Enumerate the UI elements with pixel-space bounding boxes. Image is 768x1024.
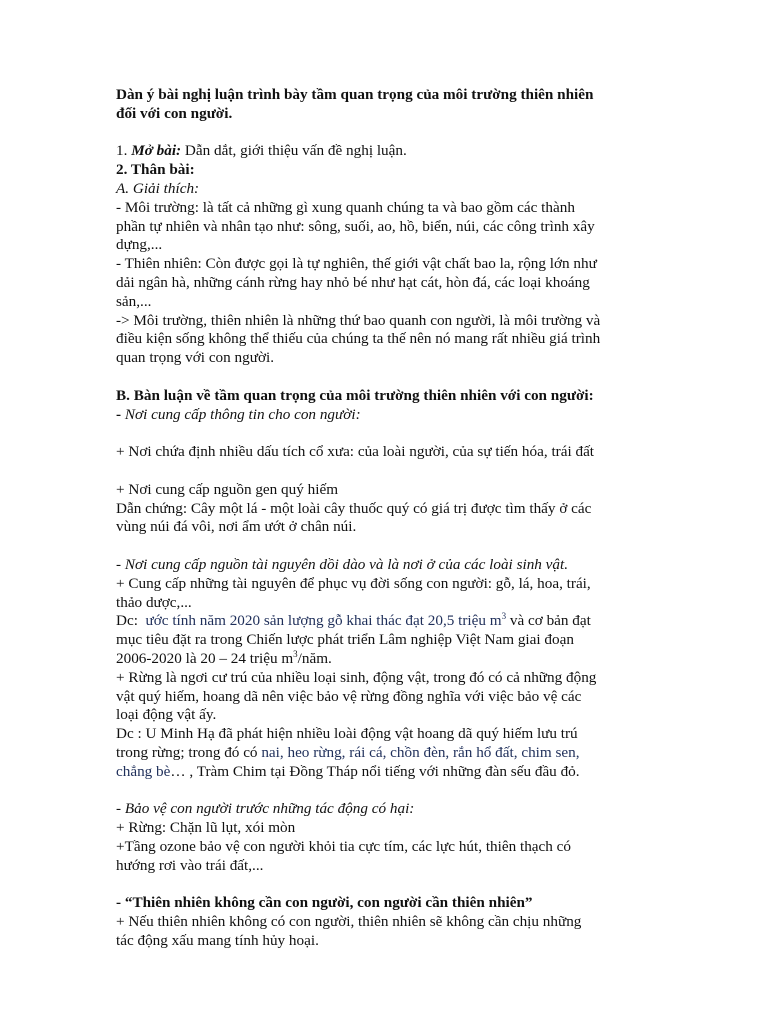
- section-b-item: thảo dược,...: [116, 593, 192, 611]
- section-b-point-2: - Nơi cung cấp nguồn tài nguyên dồi dào và là nơi ở của các loài sinh vật.: [116, 555, 569, 573]
- section-a-line: - Môi trường: là tất cả những gì xung quanh chúng ta và bao gồm các thành: [116, 198, 575, 216]
- intro-text: Dẫn dắt, giới thiệu vấn đề nghị luận.: [181, 142, 407, 160]
- section-b-heading: B. Bàn luận về tầm quan trọng của môi trường thiên nhiên với con người:: [116, 386, 594, 404]
- section-b-item: hướng rơi vào trái đất,...: [116, 856, 264, 874]
- section-b-item: + Rừng: Chặn lũ lụt, xói mòn: [116, 819, 296, 837]
- document-title-line-1: Dàn ý bài nghị luận trình bày tầm quan trọng của môi trường thiên nhiên: [116, 86, 594, 103]
- section-b-point-3: - Bảo vệ con người trước những tác động có hại:: [116, 800, 415, 818]
- evidence-line: vùng núi đá vôi, nơi ẩm ướt ở chân núi.: [116, 518, 357, 536]
- evidence-dc-line-3: 2006-2020 là 20 – 24 triệu $m^3$/năm.: [116, 648, 332, 667]
- section-b-item: tác động xấu mang tính hủy hoại.: [116, 931, 319, 949]
- document-title-line-2: đối với con người.: [116, 104, 233, 122]
- body-heading: 2. Thân bài:: [116, 161, 195, 179]
- section-a-line: sản,...: [116, 292, 152, 310]
- section-b-item: vật quý hiếm, hoang dã nên việc bảo vệ rừng đồng nghĩa với việc bảo vệ các: [116, 687, 582, 705]
- section-b-point-1: - Nơi cung cấp thông tin cho con người:: [116, 405, 361, 423]
- evidence-dc2-line-2: trong rừng; trong đó có nai, heo rừng, rái cá, chồn đèn, rắn hổ đất, chim sen,: [116, 743, 580, 761]
- section-a-line: dựng,...: [116, 236, 163, 254]
- section-a-line: - Thiên nhiên: Còn được gọi là tự nghiên, thế giới vật chất bao la, rộng lớn như: [116, 255, 597, 273]
- document-body: [116, 86, 656, 951]
- intro-line: 1. Mở bài: Dẫn dắt, giới thiệu vấn đề nghị luận.: [116, 142, 407, 160]
- evidence-dc2-line-1: Dc : U Minh Hạ đã phát hiện nhiều loài động vật hoang dã quý hiếm lưu trú: [116, 725, 578, 743]
- section-b-item: + Nơi cung cấp nguồn gen quý hiếm: [116, 480, 339, 498]
- section-b-point-1-text: Nơi cung cấp thông tin cho con người:: [124, 405, 361, 423]
- evidence-dc2-line-3: chẳng bè… , Tràm Chim tại Đồng Tháp nổi tiếng với những đàn sếu đầu đỏ.: [116, 762, 580, 780]
- section-b-item: + Cung cấp những tài nguyên để phục vụ đời sống con người: gỗ, lá, hoa, trái,: [116, 574, 591, 592]
- evidence-line: Dẫn chứng: Cây một lá - một loài cây thuốc quý có giá trị được tìm thấy ở các: [116, 499, 592, 517]
- section-a-line: quan trọng với con người.: [116, 349, 275, 367]
- section-b-point-4: - “Thiên nhiên không cần con người, con người cần thiên nhiên”: [116, 894, 533, 912]
- section-b-item: + Nếu thiên nhiên không có con người, thiên nhiên sẽ không cần chịu những: [116, 913, 582, 931]
- evidence-dc-line-2: mục tiêu đặt ra trong Chiến lược phát triển Lâm nghiệp Việt Nam giai đoạn: [116, 631, 574, 649]
- section-b-item: +Tầng ozone bảo vệ con người khỏi tia cực tím, các lực hút, thiên thạch có: [116, 837, 572, 855]
- section-a-heading: A. Giải thích:: [116, 179, 200, 197]
- section-a-line: -> Môi trường, thiên nhiên là những thứ bao quanh con người, là môi trường và: [116, 311, 601, 329]
- intro-label: Mở bài:: [131, 142, 182, 160]
- section-a-line: điều kiện sống không thể thiếu của chúng ta thế nên nó mang rất nhiều giá trình: [116, 330, 601, 348]
- section-a-line: dải ngân hà, những cánh rừng hay nhỏ bé như hạt cát, hòn đá, các loại khoáng: [116, 273, 590, 291]
- section-b-item: + Rừng là ngơi cư trú của nhiều loại sinh, động vật, trong đó có cả những động: [116, 668, 597, 686]
- section-b-item: + Nơi chứa định nhiều dấu tích cổ xưa: của loài người, của sự tiến hóa, trái đất: [116, 443, 595, 461]
- section-b-item: loại động vật ấy.: [116, 706, 217, 724]
- section-a-line: phần tự nhiên và nhân tạo như: sông, suối, ao, hồ, biển, núi, các công trình xây: [116, 217, 595, 235]
- evidence-dc-line-1: Dc: ước tính năm 2020 sản lượng gỗ khai thác đạt 20,5 triệu $m^3$ và cơ bản đạt: [116, 611, 591, 630]
